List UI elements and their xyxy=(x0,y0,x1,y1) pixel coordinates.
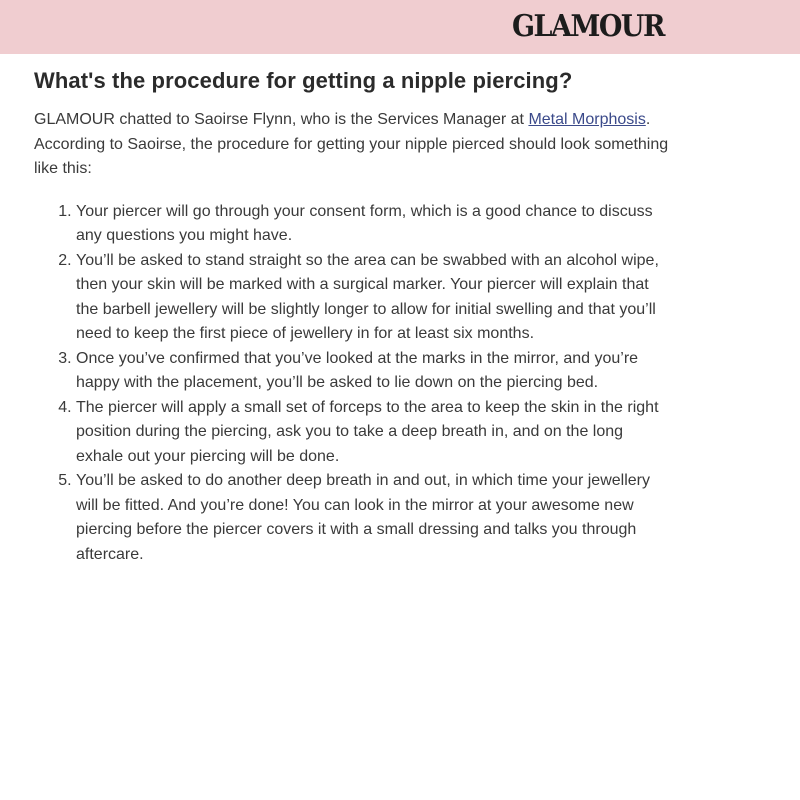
list-item: 2. You’ll be asked to stand straight so the area can be swabbed with an alcohol wipe, then your skin will be marked with a surgical marker. Your piercer will explain that the barbell jewellery will be slightly longer to allow for initial swelling and that you’ll need to keep the first piece of jewellery in for at least six months. xyxy=(76,249,674,347)
glamour-logo[interactable]: GLAMOUR xyxy=(512,9,664,44)
procedure-steps-list xyxy=(34,200,674,568)
list-item: 5. You’ll be asked to do another deep breath in and out, in which time your jewellery will be fitted. And you’re done! You can look in the mirror at your awesome new piercing before the piercer covers it with a small dressing and talks you through aftercare. xyxy=(76,469,674,567)
intro-paragraph xyxy=(34,108,674,182)
list-item: 1. Your piercer will go through your consent form, which is a good chance to discuss any questions you might have. xyxy=(76,200,674,249)
intro-text-before-link: GLAMOUR chatted to Saoirse Flynn, who is the Services Manager at xyxy=(34,111,529,128)
list-item: 4. The piercer will apply a small set of forceps to the area to keep the skin in the right position during the piercing, ask you to take a deep breath in, and on the long exhale out your piercing will be done. xyxy=(76,396,674,470)
section-heading: What's the procedure for getting a nipple piercing? xyxy=(34,68,573,93)
article-body xyxy=(34,66,674,567)
site-header xyxy=(0,0,800,54)
metal-morphosis-link[interactable]: Metal Morphosis xyxy=(528,111,646,128)
intro-text-after-link: . According to Saoirse, the procedure for getting your nipple pierced should look something like this: xyxy=(34,111,669,177)
list-item: 3. Once you’ve confirmed that you’ve looked at the marks in the mirror, and you’re happy with the placement, you’ll be asked to lie down on the piercing bed. xyxy=(76,347,674,396)
